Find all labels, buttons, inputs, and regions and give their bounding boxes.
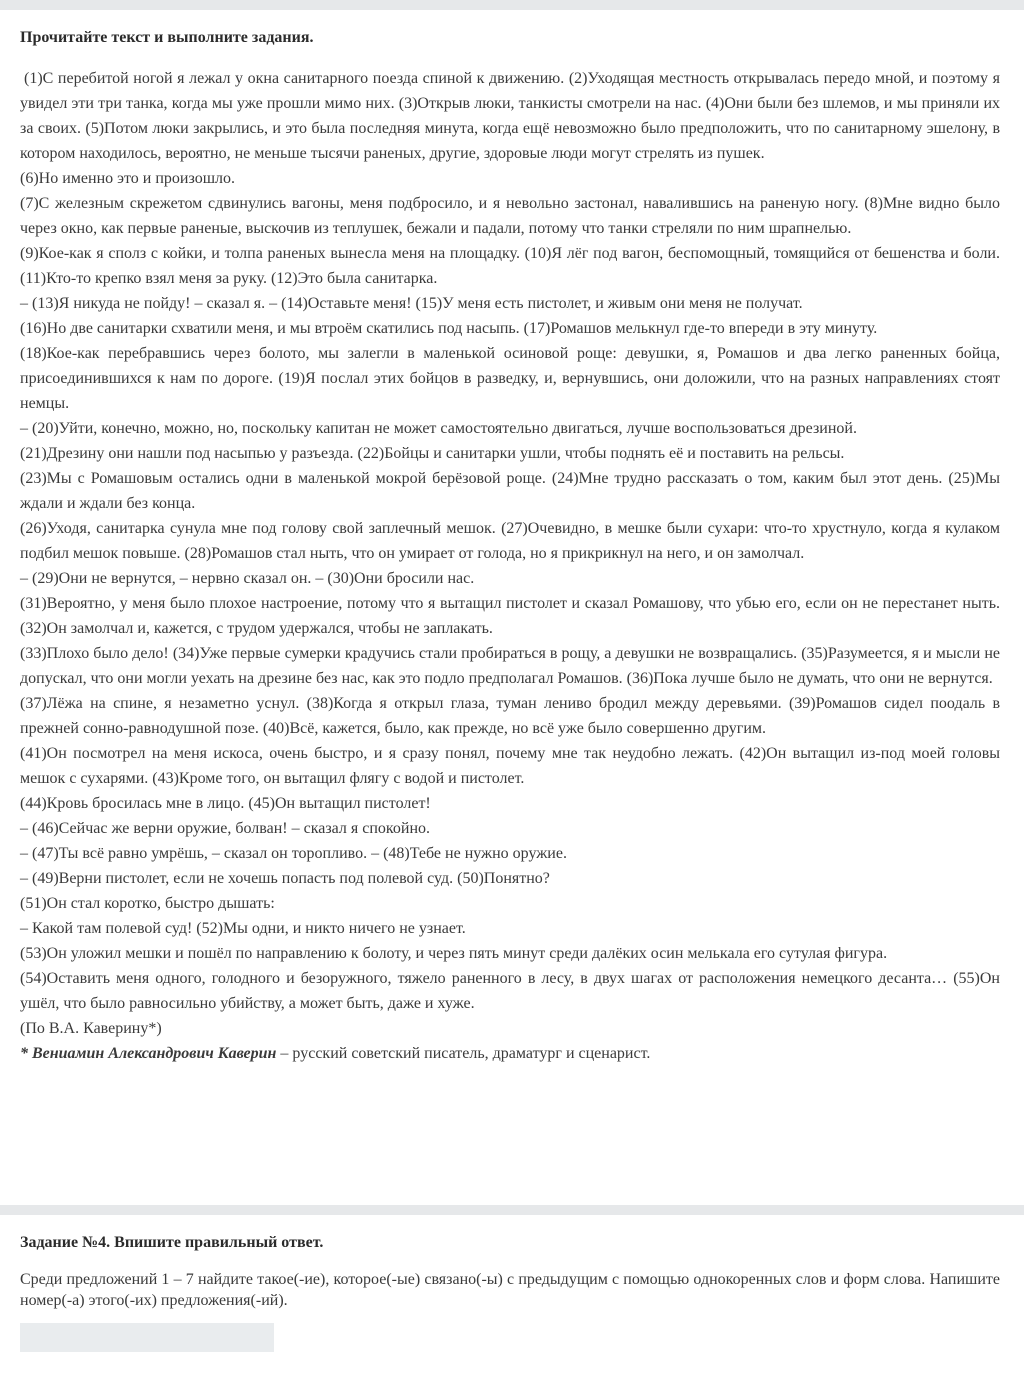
paragraph: (33)Плохо было дело! (34)Уже первые сумерки крадучись стали пробираться в рощу, а девушки не возвращались. (35)Разумеется, я и мысли не допускал, что они могли уехать на дрезине без нас, как это подло предполагал Ромашов. (36)Пока лучше было не думать, что они не вернутся.	[20, 645, 1000, 687]
instruction-heading: Прочитайте текст и выполните задания.	[20, 29, 314, 46]
paragraph: – (47)Ты всё равно умрёшь, – сказал он торопливо. – (48)Тебе не нужно оружие.	[20, 845, 567, 862]
author-description: – русский советский писатель, драматург и сценарист.	[276, 1045, 651, 1062]
paragraph: – (29)Они не вернутся, – нервно сказал он. – (30)Они бросили нас.	[20, 570, 475, 587]
paragraph: – (46)Сейчас же верни оружие, болван! – сказал я спокойно.	[20, 820, 431, 837]
paragraph: – (20)Уйти, конечно, можно, но, поскольку капитан не может самостоятельно двигаться, лучше воспользоваться дрезиной.	[20, 420, 857, 437]
source-attribution: (По В.А. Каверину*)	[20, 1020, 162, 1037]
paragraph: (21)Дрезину они нашли под насыпью у разъезда. (22)Бойцы и санитарки ушли, чтобы поднять её и поставить на рельсы.	[20, 445, 845, 462]
paragraph: (54)Оставить меня одного, голодного и безоружного, тяжело раненного в лесу, в двух шагах от расположения немецкого десанта… (55)Он ушёл, что было равносильно убийству, а может быть, даже и хуже.	[20, 970, 1000, 1012]
paragraph: (31)Вероятно, у меня было плохое настроение, потому что я вытащил пистолет и сказал Ромашову, что убью его, если он не перестанет ныть. (32)Он замолчал и, кажется, с трудом удержался, чтобы не заплакать.	[20, 595, 1000, 637]
paragraph: (26)Уходя, санитарка сунула мне под голову свой заплечный мешок. (27)Очевидно, в мешке были сухари: что-то хрустнуло, когда я кулаком подбил мешок повыше. (28)Ромашов стал ныть, что он умирает от голода, но я прикрикнул на него, и он замолчал.	[20, 520, 1000, 562]
paragraph: – (49)Верни пистолет, если не хочешь попасть под полевой суд. (50)Понятно?	[20, 870, 550, 887]
paragraph: (6)Но именно это и произошло.	[20, 170, 235, 187]
task-section	[20, 1232, 1000, 1311]
paragraph: (18)Кое-как перебравшись через болото, мы залегли в маленькой осиновой роще: девушки, я, Ромашов и два легко раненных бойца, присоединившихся к нам по дороге. (19)Я послал этих бойцов в разведку, и, вернувшись, они доложили, что на разных направлениях стоят немцы.	[20, 345, 1000, 412]
paragraph: (44)Кровь бросилась мне в лицо. (45)Он вытащил пистолет!	[20, 795, 431, 812]
paragraph: (41)Он посмотрел на меня искоса, очень быстро, и я сразу понял, почему мне так неудобно лежать. (42)Он вытащил из-под моей головы мешок с сухарями. (43)Кроме того, он вытащил флягу с водой и пистолет.	[20, 745, 1000, 787]
paragraph: (51)Он стал коротко, быстро дышать:	[20, 895, 275, 912]
answer-input[interactable]	[20, 1323, 274, 1352]
paragraph: – (13)Я никуда не пойду! – сказал я. – (14)Оставьте меня! (15)У меня есть пистолет, и живым они меня не получат.	[20, 295, 803, 312]
paragraph: (9)Кое-как я сполз с койки, и толпа раненых вынесла меня на площадку. (10)Я лёг под вагон, беспомощный, томящийся от бешенства и боли. (11)Кто-то крепко взял меня за руку. (12)Это была санитарка.	[20, 245, 1000, 287]
paragraph: – Какой там полевой суд! (52)Мы одни, и никто ничего не узнает.	[20, 920, 466, 937]
paragraph: (1)С перебитой ногой я лежал у окна санитарного поезда спиной к движению. (2)Уходящая местность открывалась передо мной, и поэтому я увидел эти три танка, когда мы уже прошли мимо них. (3)Открыв люки, танкисты смотрели на нас. (4)Они были без шлемов, и мы приняли их за своих. (5)Потом люки закрылись, и это была последняя минута, когда ещё невозможно было предположить, что по санитарному эшелону, в котором находилось, вероятно, не меньше тысячи раненых, другие, здоровые люди могут стрелять из пушек.	[20, 70, 1000, 162]
author-footnote	[20, 1041, 1000, 1066]
paragraph: (53)Он уложил мешки и пошёл по направлению к болоту, и через пять минут среди далёких осин мелькала его сутулая фигура.	[20, 945, 888, 962]
section-divider	[0, 1205, 1024, 1215]
reading-text	[20, 66, 1000, 1066]
task-title: Задание №4. Впишите правильный ответ.	[20, 1234, 324, 1251]
task-description: Среди предложений 1 – 7 найдите такое(-ие), которое(-ые) связано(-ы) с предыдущим с помощью однокоренных слов и форм слова. Напишите номер(-а) этого(-их) предложения(-ий).	[20, 1271, 1000, 1309]
paragraph: (7)С железным скрежетом сдвинулись вагоны, меня подбросило, и я невольно застонал, навалившись на раненую ногу. (8)Мне видно было через окно, как первые раненые, выскочив из теплушек, бежали и падали, потому что танки стреляли по ним шрапнелью.	[20, 195, 1000, 237]
paragraph: (16)Но две санитарки схватили меня, и мы втроём скатились под насыпь. (17)Ромашов мелькнул где-то впереди в эту минуту.	[20, 320, 878, 337]
top-divider	[0, 0, 1024, 10]
reading-section	[20, 27, 1000, 1066]
paragraph: (23)Мы с Ромашовым остались одни в маленькой мокрой берёзовой роще. (24)Мне трудно рассказать о том, каким был этот день. (25)Мы ждали и ждали без конца.	[20, 470, 1000, 512]
author-name: * Вениамин Александрович Каверин	[20, 1045, 277, 1062]
paragraph: (37)Лёжа на спине, я незаметно уснул. (38)Когда я открыл глаза, туман лениво бродил между деревьями. (39)Ромашов сидел поодаль в прежней сонно-равнодушной позе. (40)Всё, кажется, было, как прежде, но всё уже было совершенно другим.	[20, 695, 1000, 737]
